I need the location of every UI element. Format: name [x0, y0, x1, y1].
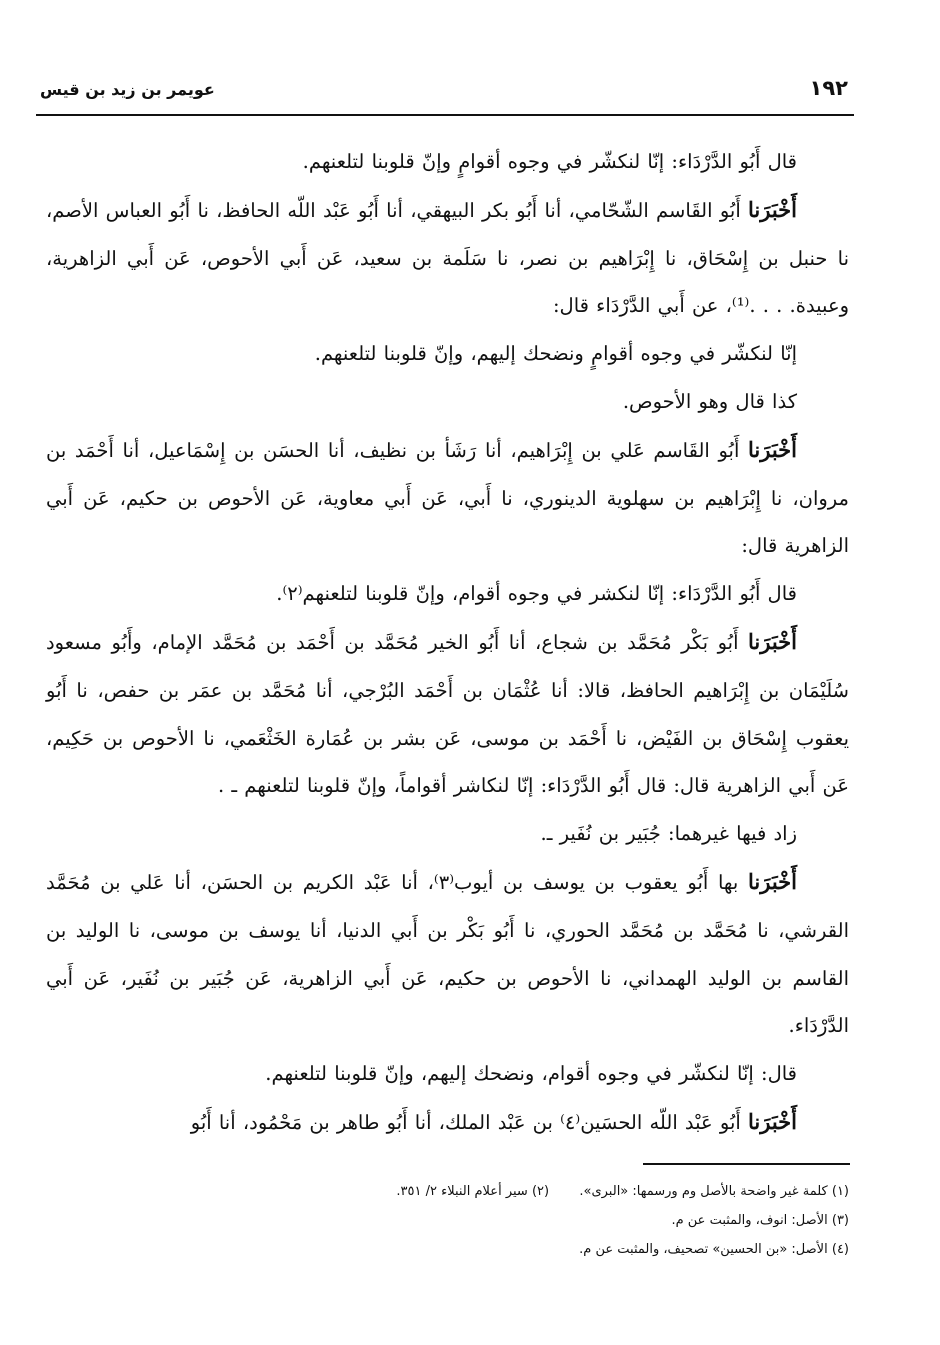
paragraph-5 [46, 426, 849, 570]
keyword-akhbarana: أَخْبَرَنا [748, 436, 797, 462]
footnote-3-text: الأصل: انوف، والمثبت عن م. [671, 1213, 828, 1228]
main-text [46, 138, 849, 1147]
paragraph-2 [46, 186, 849, 330]
page-number: ١٩٢ [809, 76, 848, 100]
paragraph-9 [46, 858, 849, 1050]
paragraph-5-text: أَبُو القَاسم عَلي بن إِبْرَاهيم، أنا رَشَأ بن نظيف، أنا الحسَن بن إِسْمَاعيل، أنا أَحْمَد بن مروان، نا إِبْرَاهيم بن سهلوية الدينوري، نا أَبي، عَن أَبي معاوية، عَن الأحوص بن حكيم، عَن أَبي الزاهرية قال: [46, 438, 849, 558]
footnotes [46, 1177, 849, 1264]
keyword-akhbarana: أَخْبَرَنا [748, 196, 797, 222]
paragraph-10: قال: إنّا لنكشّر في وجوه أقوام، ونضحك إليهم، وإنّ قلوبنا لتلعنهم. [265, 1062, 797, 1086]
footnote-line-2 [46, 1206, 849, 1235]
paragraph-8: زاد فيها غيرهما: جُبَير بن نُفَير ـ. [540, 822, 797, 846]
keyword-akhbarana: أَخْبَرَنا [748, 868, 797, 894]
footnote-4-text: الأصل: «بن الحسين» تصحيف، والمثبت عن م. [579, 1242, 828, 1257]
running-title: عويمر بن زيد بن قيس [40, 80, 215, 99]
paragraph-11 [46, 1098, 849, 1147]
header-rule [36, 114, 854, 116]
footnote-line-3 [46, 1235, 849, 1264]
footnote-2-text: سير أعلام النبلاء ٢/ ٣٥١. [396, 1184, 528, 1199]
footnote-line-1 [46, 1177, 849, 1206]
keyword-akhbarana: أَخْبَرَنا [748, 1108, 797, 1134]
footnote-4-number: (٤) [831, 1242, 849, 1257]
paragraph-4: كذا قال وهو الأحوص. [622, 389, 797, 413]
paragraph-7 [46, 618, 849, 810]
paragraph-3: إنّا لنكشّر في وجوه أقوامٍ ونضحك إليهم، وإنّ قلوبنا لتلعنهم. [314, 342, 797, 366]
paragraph-6: قال أَبُو الدَّرْدَاء: إنّا لنكشر في وجوه أقوام، وإنّ قلوبنا لتلعنهم⁽٢⁾. [276, 582, 797, 606]
paragraph-7-text: أَبُو بَكْر مُحَمَّد بن شجاع، أنا أَبُو الخير مُحَمَّد بن أَحْمَد بن مُحَمَّد الإمام، وأَبُو مسعود سُلَيْمَان بن إِبْرَاهيم الحافظ، قالا: أنا عُثْمَان بن أَحْمَد البُرْجي، أنا مُحَمَّد بن عمَر بن حفص، نا أَبُو يعقوب إِسْحَاق بن الفَيْض، نا أَحْمَد بن موسى، عَن بشر بن عُمَارة الخَثْعَمي، نا الأحوص بن حَكِيم، عَن أَبي الزاهرية قال: قال أَبُو الدَّرْدَاء: إنّا لنكاشر أقواماً، وإنّ قلوبنا لتلعنهم ـ . [46, 630, 849, 798]
footnote-1-number: (١) [831, 1184, 849, 1199]
running-header [40, 76, 848, 112]
footnote-3-number: (٣) [831, 1213, 849, 1228]
paragraph-2-text: أَبُو القَاسم الشّحّامي، أنا أَبُو بكر البيهقي، أنا أَبُو عَبْد اللّه الحافظ، نا أَبُو العباس الأصم، نا حنبل بن إِسْحَاق، نا إِبْرَاهيم بن نصر، نا سَلَمة بن سعيد، عَن أَبي الأحوص، عَن أَبي الزاهرية، وعبيدة. . . .⁽¹⁾، عن أَبي الدَّرْدَاء قال: [46, 198, 849, 318]
paragraph-9-text: بها أَبُو يعقوب بن يوسف بن أيوب⁽٣⁾، أنا عَبْد الكريم بن الحسَن، أنا عَلي بن مُحَمَّد القرشي، نا مُحَمَّد بن مُحَمَّد الحوري، نا أَبُو بَكْر بن أَبي الدنيا، أنا يوسف بن موسى، نا الوليد بن القاسم بن الوليد الهمداني، نا الأحوص بن حكيم، عَن أَبي الزاهرية، عَن جُبَير بن نُفَير، عَن أَبي الدَّرْدَاء. [46, 870, 849, 1038]
paragraph-1: قال أَبُو الدَّرْدَاء: إنّا لنكشّر في وجوه أقوامٍ وإنّ قلوبنا لتلعنهم. [302, 150, 797, 173]
footnote-2-number: (٢) [531, 1184, 550, 1199]
footnote-1-text: كلمة غير واضحة بالأصل وم ورسمها: «البرى». [579, 1184, 828, 1199]
keyword-akhbarana: أَخْبَرَنا [748, 628, 797, 654]
paragraph-11-text: أَبُو عَبْد اللّه الحسَين⁽٤⁾ بن عَبْد الملك، أنا أَبُو طاهر بن مَحْمُود، أنا أَبُو [190, 1110, 749, 1134]
footnote-rule [643, 1163, 850, 1165]
